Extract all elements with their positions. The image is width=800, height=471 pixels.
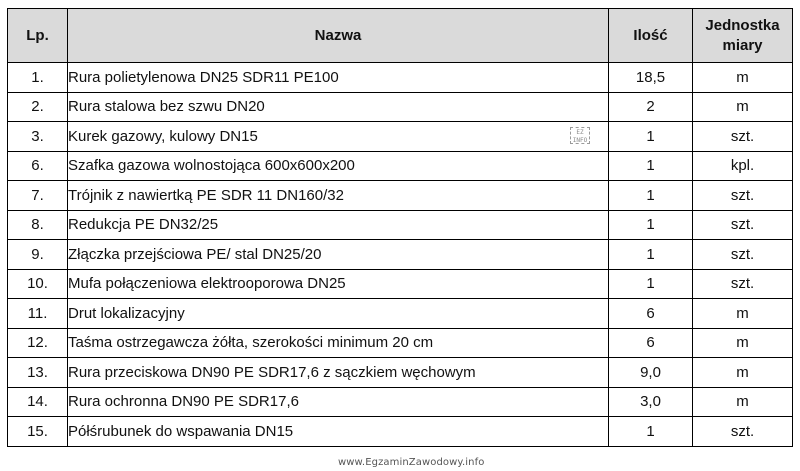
- cell-lp: 12.: [8, 328, 68, 358]
- cell-unit: m: [693, 299, 793, 329]
- table-row: [8, 387, 793, 417]
- cell-unit: m: [693, 63, 793, 93]
- watermark-icon-line1: EZ: [576, 129, 584, 136]
- cell-lp: 9.: [8, 240, 68, 270]
- table-row: [8, 92, 793, 122]
- cell-lp: 13.: [8, 358, 68, 388]
- table-row: [8, 358, 793, 388]
- table-row: [8, 299, 793, 329]
- cell-unit: szt.: [693, 181, 793, 211]
- cell-name: Rura przeciskowa DN90 PE SDR17,6 z sączkiem węchowym: [68, 358, 609, 388]
- cell-lp: 1.: [8, 63, 68, 93]
- cell-lp: 7.: [8, 181, 68, 211]
- cell-unit: m: [693, 92, 793, 122]
- cell-name: Taśma ostrzegawcza żółta, szerokości minimum 20 cm: [68, 328, 609, 358]
- cell-quantity: 1: [609, 417, 693, 447]
- cell-quantity: 18,5: [609, 63, 693, 93]
- header-unit-line2: miary: [722, 36, 763, 54]
- cell-quantity: 1: [609, 151, 693, 181]
- table-row: [8, 122, 793, 152]
- cell-unit: m: [693, 328, 793, 358]
- cell-unit: szt.: [693, 417, 793, 447]
- table-row: [8, 210, 793, 240]
- cell-unit: m: [693, 387, 793, 417]
- cell-name: Redukcja PE DN32/25: [68, 210, 609, 240]
- cell-name: Rura ochronna DN90 PE SDR17,6: [68, 387, 609, 417]
- cell-quantity: 2: [609, 92, 693, 122]
- header-name: Nazwa: [68, 9, 609, 63]
- table-row: [8, 151, 793, 181]
- cell-name: Rura stalowa bez szwu DN20: [68, 92, 609, 122]
- cell-name: Złączka przejściowa PE/ stal DN25/20: [68, 240, 609, 270]
- cell-quantity: 6: [609, 299, 693, 329]
- header-quantity: Ilość: [609, 9, 693, 63]
- cell-quantity: 6: [609, 328, 693, 358]
- cell-lp: 14.: [8, 387, 68, 417]
- table-row: [8, 181, 793, 211]
- table-row: [8, 417, 793, 447]
- cell-name: Drut lokalizacyjny: [68, 299, 609, 329]
- table-row: [8, 269, 793, 299]
- cell-unit: szt.: [693, 240, 793, 270]
- cell-quantity: 1: [609, 122, 693, 152]
- cell-lp: 6.: [8, 151, 68, 181]
- cell-lp: 15.: [8, 417, 68, 447]
- cell-lp: 8.: [8, 210, 68, 240]
- header-lp: Lp.: [8, 9, 68, 63]
- table-row: [8, 328, 793, 358]
- watermark-icon-line2: INFO: [572, 137, 588, 144]
- cell-unit: szt.: [693, 122, 793, 152]
- cell-lp: 10.: [8, 269, 68, 299]
- cell-name-with-watermark: [68, 122, 609, 152]
- cell-name: Mufa połączeniowa elektrooporowa DN25: [68, 269, 609, 299]
- cell-name: Trójnik z nawiertką PE SDR 11 DN160/32: [68, 181, 609, 211]
- header-unit-line1: Jednostka: [705, 16, 780, 34]
- cell-unit: m: [693, 358, 793, 388]
- table-row: [8, 63, 793, 93]
- cell-quantity: 1: [609, 240, 693, 270]
- table-row: [8, 240, 793, 270]
- cell-quantity: 1: [609, 181, 693, 211]
- cell-name: Szafka gazowa wolnostojąca 600x600x200: [68, 151, 609, 181]
- cell-lp: 11.: [8, 299, 68, 329]
- cell-quantity: 9,0: [609, 358, 693, 388]
- header-unit: [693, 9, 793, 63]
- cell-lp: 3.: [8, 122, 68, 152]
- cell-lp: 2.: [8, 92, 68, 122]
- cell-quantity: 3,0: [609, 387, 693, 417]
- cell-quantity: 1: [609, 210, 693, 240]
- cell-name: Rura polietylenowa DN25 SDR11 PE100: [68, 63, 609, 93]
- materials-table: [7, 8, 793, 447]
- cell-name: Półśrubunek do wspawania DN15: [68, 417, 609, 447]
- cell-name: Kurek gazowy, kulowy DN15: [68, 127, 258, 145]
- cell-unit: szt.: [693, 210, 793, 240]
- table-header-row: [8, 9, 793, 63]
- cell-unit: szt.: [693, 269, 793, 299]
- cell-unit: kpl.: [693, 151, 793, 181]
- cell-quantity: 1: [609, 269, 693, 299]
- footer-watermark-url: www.EgzaminZawodowy.info: [338, 457, 485, 468]
- watermark-logo-icon: [570, 127, 590, 144]
